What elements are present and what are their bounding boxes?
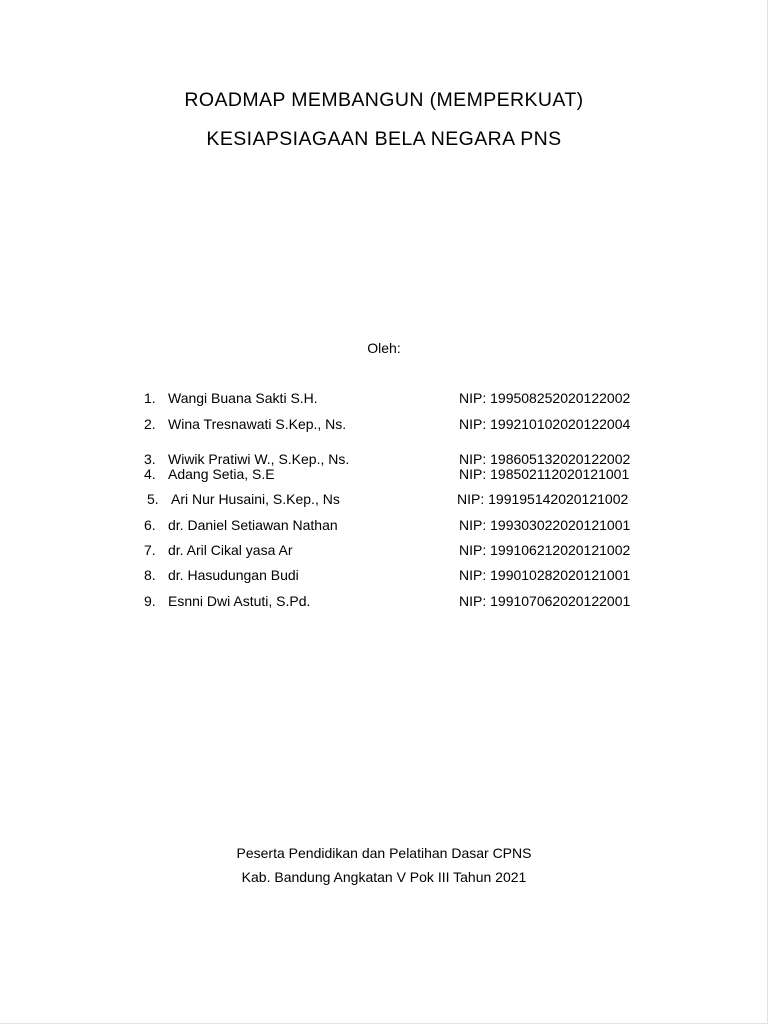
member-nip: NIP: 199010282020121001: [459, 567, 631, 583]
member-number: 3.: [144, 451, 156, 467]
member-item-8: [0, 567, 768, 585]
member-item-9: [0, 593, 768, 611]
member-number: 9.: [144, 593, 156, 609]
member-name: Wangi Buana Sakti S.H.: [168, 390, 318, 406]
oleh-label: Oleh:: [367, 340, 401, 356]
member-number: 1.: [144, 390, 156, 406]
member-number: 4.: [144, 466, 156, 482]
document-title-line-2: KESIAPSIAGAAN BELA NEGARA PNS: [206, 128, 562, 150]
member-number: 7.: [144, 542, 156, 558]
footer-line-2: Kab. Bandung Angkatan V Pok III Tahun 2021: [241, 869, 527, 885]
member-nip: NIP: 199210102020122004: [459, 416, 631, 432]
member-nip: NIP: 199303022020121001: [459, 517, 631, 533]
member-name: dr. Hasudungan Budi: [168, 567, 299, 583]
member-name: dr. Daniel Setiawan Nathan: [168, 517, 338, 533]
member-item-5: [0, 491, 768, 509]
member-item-4: [0, 466, 768, 484]
member-nip: NIP: 198502112020121001: [459, 466, 630, 482]
footer-line-1: Peserta Pendidikan dan Pelatihan Dasar CPNS: [236, 845, 532, 861]
document-title-line-1: ROADMAP MEMBANGUN (MEMPERKUAT): [184, 89, 584, 111]
member-number: 5.: [147, 491, 159, 507]
member-item-1: [0, 390, 768, 408]
member-name: Ari Nur Husaini, S.Kep., Ns: [171, 491, 340, 507]
member-item-2: [0, 416, 768, 434]
member-number: 6.: [144, 517, 156, 533]
member-name: Esnni Dwi Astuti, S.Pd.: [168, 593, 311, 609]
member-nip: NIP: 199106212020121002: [459, 542, 631, 558]
member-name: Wina Tresnawati S.Kep., Ns.: [168, 416, 347, 432]
member-item-6: [0, 517, 768, 535]
member-nip: NIP: 198605132020122002: [459, 451, 631, 467]
member-item-7: [0, 542, 768, 560]
member-number: 2.: [144, 416, 156, 432]
member-name: Wiwik Pratiwi W., S.Kep., Ns.: [168, 451, 350, 467]
member-name: Adang Setia, S.E: [168, 466, 275, 482]
member-number: 8.: [144, 567, 156, 583]
member-nip: NIP: 199195142020121002: [457, 491, 629, 507]
member-nip: NIP: 199107062020122001: [459, 593, 631, 609]
member-name: dr. Aril Cikal yasa Ar: [168, 542, 293, 558]
member-nip: NIP: 199508252020122002: [459, 390, 631, 406]
